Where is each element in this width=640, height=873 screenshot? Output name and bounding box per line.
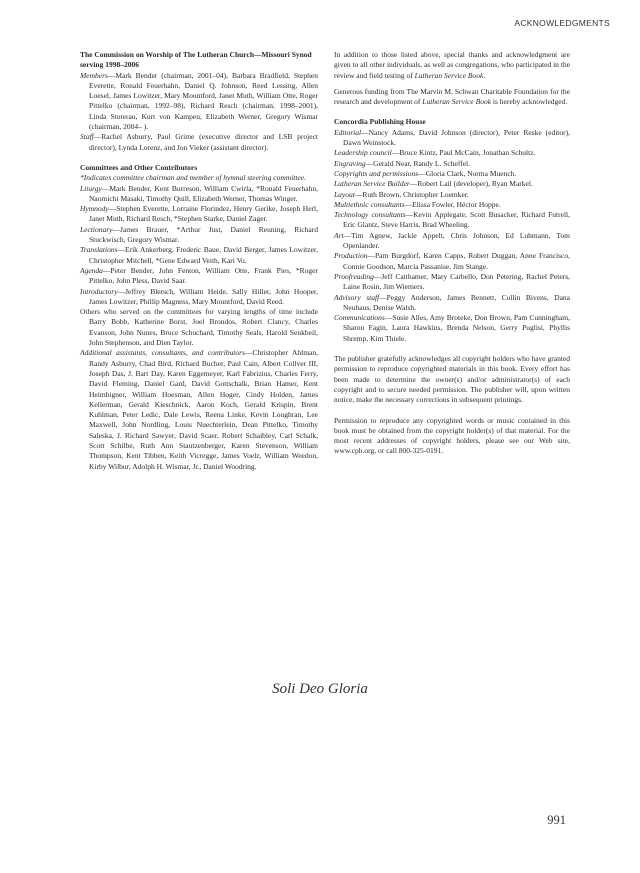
committees-heading: Committees and Other Contributors — [80, 162, 198, 172]
committee-entry: Agenda—Peter Bender, John Fenton, William Otte, Frank Pies, *Roger Pittelko, John Pless, David Saar. — [80, 265, 318, 286]
cph-entry: Art—Tim Agnew, Jackie Appelt, Chris Johnson, Ed Luhmann, Tom Openlander. — [334, 230, 570, 251]
funding-paragraph: Generous funding from The Marvin M. Schwan Charitable Foundation for the research and development of Lutheran Service Book is hereby acknowledged. — [334, 86, 570, 107]
cph-entry: Engraving—Gerald Near, Randy L. Scheffel. — [334, 158, 470, 168]
others-paragraph: Others who served on the committees for varying lengths of time include Barry Bobb, Katherine Borst, Joel Brondos, Robert Clancy, Charles Evanson, John Nunes, Bruce Schuchard, Timothy Seals, Harold Senkbeil, John Stephenson, and Dien Taylor. — [80, 307, 318, 348]
additional-contributors: Additional assistants, consultants, and contributors—Christopher Ahlman, Randy Asburry, Chad Bird, Richard Bucher, Paul Cain, Albert Collver III, Joseph Das, J. Bart Day, Karen Eggemeyer, Karl Fabrizius, Charles Ferry, David Fleming, Daniel Gard, David Gottschalk, Brian Hamer, Kent Heimbigner, William Hoesman, Allen Hoger, Cindy Holden, James Kellerman, Gerald Kieschnick, Aaron Koch, Gerald Krispin, Brent Kuhlman, Peter Ledic, Dale Lewis, Reena Linke, Kevin Loughran, Lee Maxwell, John Nordling, Louis Nuechterlein, Dean Pittelko, Timothy Saleska, J. Richard Sawyer, David Scaer, Robert Schaibley, Carl Schalk, Scott Schilbe, Ruth Ann Stautzenberger, Karen Stevenson, William Thompson, Kent Tibben, Keith Vicregge, James Voelz, William Weedon, Kirby Wilbur, Adolph H. Wismar, Jr., Daniel Woodring. — [80, 348, 318, 471]
right-column — [334, 50, 570, 457]
cph-entry: Leadership council—Bruce Kintz, Paul McCain, Jonathan Schultz. — [334, 148, 536, 158]
cph-list — [334, 128, 570, 344]
commission-list — [80, 71, 318, 153]
cph-entry: Multiethnic consultants—Elissa Fowler, Héctor Hoppe. — [334, 199, 501, 209]
committee-entry: Hymnody—Stephen Everette, Lorraine Florindez, Henry Gerike, Joseph Herl, Janet Muth, Richard Resch, *Stephen Starke, Daniel Zager. — [80, 204, 318, 224]
cph-entry: Copyrights and permissions—Gloria Clark, Norma Muench. — [334, 168, 517, 178]
motto: Soli Deo Gloria — [272, 681, 368, 697]
committee-entry: Introductory—Jeffrey Blersch, William Heide, Sally Hiller, John Hooper, James Lowitzer, Phillip Magness, Mary Mountford, David Reed. — [80, 286, 318, 306]
cph-entry: Communications—Susie Alles, Amy Broteke, Don Brown, Pam Cunningham, Sharon Fagin, Laura Hawkins, Brenda Nelson, Gerry Puglisi, Phyllis Shremp, Kim Thiele. — [334, 313, 570, 343]
page-number: 991 — [547, 813, 566, 827]
committee-entry: Liturgy—Mark Bender, Kent Burreson, William Cwirla, *Ronald Feuerhahn, Naomichi Masaki, Timothy Quill, Elizabeth Werner, Thomas Winger. — [80, 183, 318, 203]
cph-entry: Layout—Ruth Brown, Christopher Loemker. — [334, 189, 469, 199]
thanks-paragraph: In addition to those listed above, special thanks and acknowledgment are given to all other individuals, as well as congregations, who participated in the review and field testing of Lutheran Service Book. — [334, 50, 570, 80]
committee-entry: Translations—Erik Ankerberg, Frederic Baue, David Berger, James Lowitzer, Christopher Mitchell, *Gene Edward Veith, Kari Vo. — [80, 245, 318, 265]
copyright-paragraph: The publisher gratefully acknowledges all copyright holders who have granted permission to reproduce copyrighted materials in this book. Every effort has been made to determine the owner(s) and/or administrator(s) of each copyright and to secure needed permission. The publisher will, upon written notice, make the necessary corrections in subsequent printings. — [334, 354, 570, 405]
committees-note: *Indicates committee chairman and member of hymnal steering committee. — [80, 173, 306, 183]
cph-entry: Proofreading—Jeff Caithamer, Mary Carbello, Don Petering, Rachel Peters, Laine Rosin, Jim Wiemers. — [334, 271, 570, 292]
cph-heading: Concordia Publishing House — [334, 117, 426, 127]
commission-entry: Members—Mark Bender (chairman, 2001–04), Barbara Bradfield, Stephen Everette, Ronald Feuerhahn, Daniel Q. Johnson, Reed Lessing, Allen Loesel, James Lowitzer, Mary Mountford, Janet Muth, William Otte, Roger Pittelko (chairman, 1992–98), Richard Resch (chairman, 1998–2001), Linda Stoterau, Kurt von Kampen, Elizabeth Werner, Gregory Wismar (chairman, 2004– ). — [80, 70, 318, 132]
commission-entry: Staff—Rachel Asburry, Paul Grime (executive director and LSB project director), Lynda Lorenz, and Jon Vieker (assistant director). — [80, 132, 318, 152]
commission-heading: The Commission on Worship of The Lutheran Church—Missouri Synod serving 1998–2006 — [80, 50, 312, 70]
cph-entry: Advisory staff—Peggy Anderson, James Bennett, Collin Bivens, Dana Neuhaus, Denise Walsh. — [334, 292, 570, 312]
cph-entry: Editorial—Nancy Adams, David Johnson (director), Peter Reske (editor), Dawn Weinstock. — [334, 127, 570, 148]
cph-entry: Production—Pam Burgdorf, Karen Capps, Robert Duggan, Anne Francisco, Connie Goodson, Marcia Passanise, Jim Stange. — [334, 251, 570, 271]
permission-paragraph: Permission to reproduce any copyrighted words or music contained in this book must be obtained from the copyright holder(s) of that material. For the most recent addresses of copyright holders, please see our Web site, www.cph.org, or call 800-325-0191. — [334, 415, 570, 456]
committee-list — [80, 184, 318, 308]
running-head: ACKNOWLEDGMENTS — [514, 18, 610, 28]
cph-entry: Technology consultants—Kevin Applegate, Scott Busacker, Richard Futrell, Eric Glantz, Steve Harris, Brad Wheeling. — [334, 210, 570, 230]
committee-entry: Lectionary—James Brauer, *Arthur Just, Daniel Reuning, Richard Stuckwisch, Gregory Wismar. — [80, 224, 318, 245]
cph-entry: Lutheran Service Builder—Robert Lail (developer), Ryan Markel. — [334, 179, 533, 189]
left-column — [80, 50, 318, 472]
